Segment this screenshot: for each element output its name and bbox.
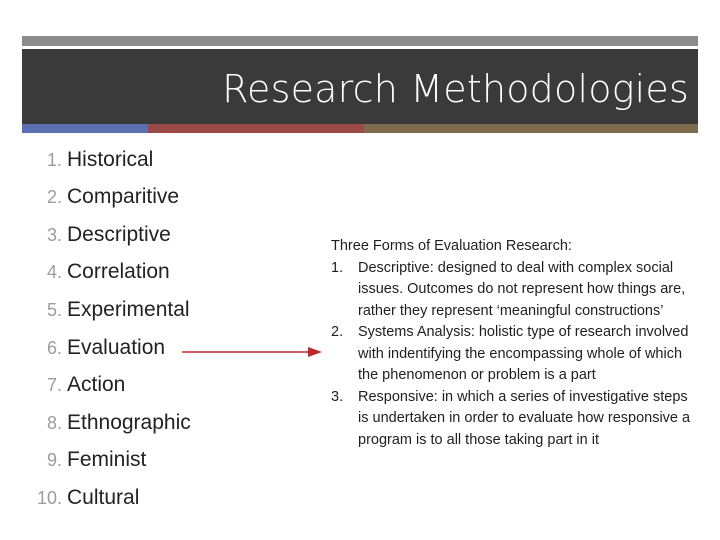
list-item-number: 5. [46,300,62,320]
list-item-number: 2. [46,187,62,207]
list-item-number: 4. [46,262,62,282]
top-divider-line [22,36,698,46]
list-item-number: 1. [46,150,62,170]
list-item-label: Historical [67,148,154,171]
list-item [20,258,280,288]
list-item-label: Feminist [67,448,147,471]
list-item-number: 8. [46,413,62,433]
list-item-label: Comparitive [67,185,180,208]
list-item-number: 9. [46,450,62,470]
accent-strip-blue [22,124,148,133]
list-item-label: Action [67,373,126,396]
list-item-number: 10. [36,488,62,508]
list-item [20,409,280,439]
evaluation-item [331,258,701,323]
accent-strip-brown [364,124,698,133]
list-item [20,296,280,326]
list-item [20,484,280,514]
list-item [20,221,280,251]
list-item [20,183,280,213]
evaluation-item-text: Systems Analysis: holistic type of research involved with indentifying the encompassing whole of which the phenomenon or problem is a part [358,324,689,383]
evaluation-item-text: Responsive: in which a series of investigative steps is undertaken in order to evaluate how responsive a program is to all those taking part in it [358,388,691,448]
list-item-number: 3. [46,225,62,245]
list-item [20,146,280,176]
list-item-label: Ethnographic [67,411,191,434]
evaluation-item [331,322,701,387]
evaluation-item-number: 1. [331,259,344,276]
slide-title: Research Methodologies [222,67,689,111]
evaluation-item-number: 2. [331,324,344,340]
list-item [20,446,280,476]
list-item-label: Correlation [67,260,170,283]
list-item-number: 7. [46,375,62,395]
list-item-number: 6. [46,338,62,358]
list-item-label: Experimental [67,298,190,321]
evaluation-item-number: 3. [331,388,344,405]
list-item-label: Evaluation [67,336,166,359]
list-item [20,371,280,401]
arrow-right-icon [182,345,322,359]
list-item-label: Cultural [67,486,140,509]
accent-strip [22,124,698,133]
accent-strip-red [148,124,364,133]
title-bar [22,49,698,124]
list-item-label: Descriptive [67,223,171,246]
evaluation-heading: Three Forms of Evaluation Research: [331,238,572,254]
evaluation-list [331,258,701,452]
evaluation-item-text: Descriptive: designed to deal with complex social issues. Outcomes do not represent how things are, rather they represent ‘meaningful constructions’ [358,259,686,319]
evaluation-item [331,387,701,452]
evaluation-research-box [331,236,701,451]
